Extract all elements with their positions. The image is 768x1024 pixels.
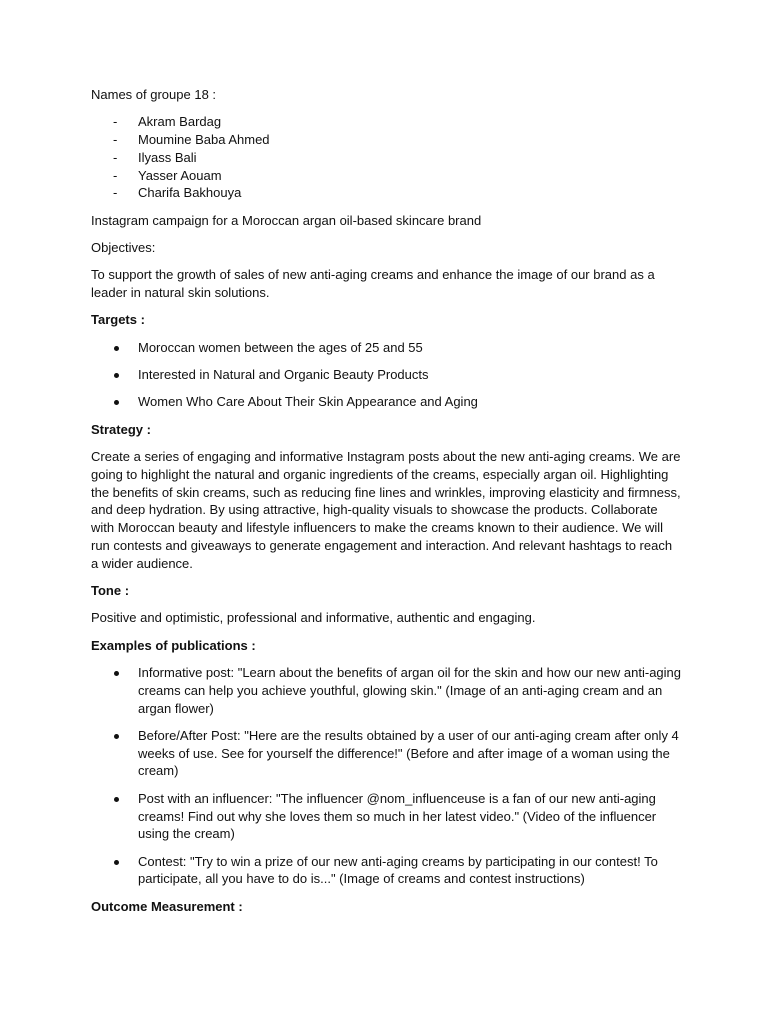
bullet-icon — [114, 860, 119, 865]
target-text: Interested in Natural and Organic Beauty Products — [138, 367, 429, 383]
target-item — [91, 366, 681, 384]
bullet-icon — [114, 400, 119, 405]
strategy-heading: Strategy : — [91, 421, 151, 437]
member-name: Charifa Bakhouya — [138, 185, 242, 201]
examples-list — [91, 664, 681, 888]
example-item — [91, 790, 681, 843]
target-item — [91, 339, 681, 357]
member-name: Ilyass Bali — [138, 149, 197, 165]
dash-marker: - — [113, 185, 118, 201]
dash-marker: - — [113, 114, 118, 130]
target-text: Women Who Care About Their Skin Appearance and Aging — [138, 394, 478, 410]
member-item — [91, 149, 681, 167]
target-text: Moroccan women between the ages of 25 and 55 — [138, 339, 423, 355]
target-item — [91, 393, 681, 411]
bullet-icon — [114, 346, 119, 351]
member-name: Akram Bardag — [138, 114, 222, 130]
names-heading: Names of groupe 18 : — [91, 87, 217, 102]
campaign-title: Instagram campaign for a Moroccan argan oil-based skincare brand — [91, 212, 482, 228]
objectives-heading: Objectives: — [91, 240, 156, 256]
dash-marker: - — [113, 149, 118, 165]
members-list — [91, 113, 681, 202]
example-text: Contest: "Try to win a prize of our new anti-aging creams by participating in our contest! To participate, all you have to do is..." (Image of creams and contest instructions) — [138, 853, 658, 887]
example-text: Post with an influencer: "The influencer @nom_influenceuse is a fan of our new anti-aging creams! Find out why she loves them so much in her latest video." (Video of the influencer using the cream) — [138, 790, 657, 842]
member-item — [91, 113, 681, 131]
tone-heading: Tone : — [91, 583, 130, 599]
bullet-icon — [114, 373, 119, 378]
member-item — [91, 167, 681, 185]
document-page — [91, 86, 681, 925]
tone-text: Positive and optimistic, professional and informative, authentic and engaging. — [91, 610, 536, 626]
targets-list — [91, 339, 681, 411]
objectives-text: To support the growth of sales of new anti-aging creams and enhance the image of our brand as a leader in natural skin solutions. — [91, 267, 655, 301]
example-item — [91, 853, 681, 889]
dash-marker: - — [113, 132, 118, 148]
examples-heading: Examples of publications : — [91, 637, 256, 653]
bullet-icon — [114, 671, 119, 676]
targets-heading: Targets : — [91, 312, 145, 328]
bullet-icon — [114, 734, 119, 739]
example-item — [91, 727, 681, 780]
bullet-icon — [114, 797, 119, 802]
example-text: Before/After Post: "Here are the results obtained by a user of our anti-aging cream after only 4 weeks of use. See for yourself the difference!" (Before and after image of a woman using the cream) — [138, 727, 679, 779]
example-text: Informative post: "Learn about the benefits of argan oil for the skin and how our new anti-aging creams can help you achieve youthful, glowing skin." (Image of an anti-aging cream and an argan flower) — [138, 664, 682, 716]
outcome-heading: Outcome Measurement : — [91, 898, 243, 914]
member-name: Moumine Baba Ahmed — [138, 132, 270, 148]
strategy-text: Create a series of engaging and informative Instagram posts about the new anti-aging creams. We are going to highlight the natural and organic ingredients of the creams, especially argan oil. Highlighting the benefits of skin creams, such as reducing fine lines and wrinkles, improving elasticity and firmness, and deep hydration. By using attractive, high-quality visuals to showcase the products. Collaborate with Moroccan beauty and lifestyle influencers to make the creams known to their audience. We will run contests and giveaways to generate engagement and interaction. And relevant hashtags to reach a wider audience. — [91, 448, 681, 571]
member-item — [91, 184, 681, 202]
member-item — [91, 131, 681, 149]
dash-marker: - — [113, 167, 118, 183]
example-item — [91, 664, 681, 717]
member-name: Yasser Aouam — [138, 167, 222, 183]
